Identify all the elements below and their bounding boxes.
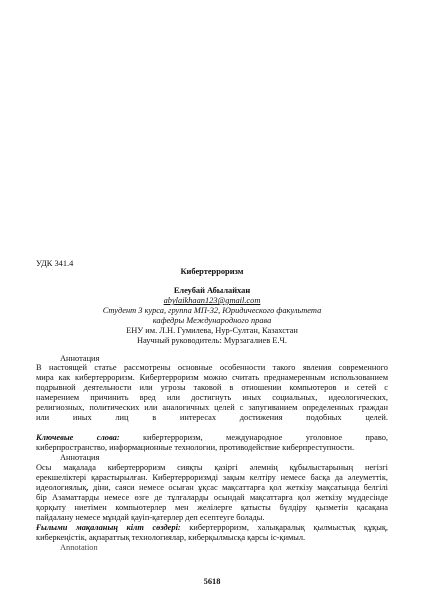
keywords-kz-line bbox=[36, 523, 388, 533]
keywords-kz-text: кибертерроризм, халықаралық қылмыстық құқық, bbox=[189, 523, 388, 532]
keywords-kz-label: Ғылыми мақаланың кілт сөздері: bbox=[36, 523, 181, 532]
article-title: Кибертерроризм bbox=[180, 267, 244, 276]
keywords-ru-text: кибертерроризм, международное уголовное право, bbox=[142, 433, 388, 442]
author-name: Елеубай Абылайхан bbox=[173, 286, 251, 295]
abstract-kz-line: қорқыту ниетімен компьютерлер мен желілерге қатысты бүлдіру қызметін қасақана bbox=[36, 503, 388, 512]
abstract-heading-en: Annotation bbox=[60, 543, 98, 552]
abstract-ru-line: мира как кибертерроризм. Кибертерроризм можно считать преднамеренным использованием bbox=[36, 373, 388, 382]
abstract-ru-line: подрывной деятельности или угрозы таковой в отношении компьютеров и сетей с bbox=[36, 383, 388, 392]
abstract-kz-line: бір Азаматтарды немесе өзге де тұлғаларды осындай мақсаттарға қол жеткізу мүддесінде bbox=[36, 493, 388, 502]
abstract-ru-line: религиозных, политических или аналогичных целей с запугиванием определенных граждан bbox=[36, 403, 388, 412]
keywords-ru-label: Ключевые слова: bbox=[36, 433, 120, 442]
abstract-kz-line: пайдалану немесе мұндай қауіп-қатерлер деп есептеуге болады. bbox=[36, 513, 265, 522]
udc-code: УДК 341.4 bbox=[36, 259, 74, 268]
author-university: ЕНУ им. Л.Н. Гумилева, Нур-Султан, Казахстан bbox=[126, 326, 298, 335]
author-affiliation-1: Студент 3 курса, группа МП-32, Юридического факультета bbox=[102, 306, 322, 315]
keywords-ru-line: киберпространство, информационные технологии, противодействие киберпреступности. bbox=[36, 443, 355, 452]
author-affiliation-2: кафедры Международного права bbox=[152, 316, 272, 325]
abstract-heading-kz: Аннотация bbox=[60, 453, 100, 462]
author-supervisor: Научный руководитель: Мурзагалиев Е.Ч. bbox=[136, 336, 288, 345]
keywords-kz-line: киберкеңістік, ақпараттық технологиялар, киберқылмысқа қарсы іс-қимыл. bbox=[36, 533, 306, 542]
page-number: 5618 bbox=[203, 577, 221, 586]
abstract-kz-line: идеологиялық, діни, саяси немесе осыған ұқсас мақсаттарға қол жеткізу мақсатында белгілі bbox=[36, 483, 388, 492]
abstract-kz-line: ерекшеліктері қарастырылған. Кибертерроризмді зақым келтіру немесе басқа да әлеуметтік, bbox=[36, 473, 388, 482]
abstract-ru-line: намерением причинить вред или достигнуть иных социальных, идеологических, bbox=[36, 393, 388, 402]
abstract-kz-line: Осы мақалада кибертерроризм сияқты қазіргі әлемнің құбылыстарының негізгі bbox=[36, 463, 388, 472]
abstract-ru-line: или иных лиц в интересах достижения подобных целей. bbox=[36, 413, 388, 422]
abstract-heading-ru: Аннотация bbox=[60, 354, 100, 363]
keywords-ru-line bbox=[36, 433, 388, 443]
abstract-ru-line: В настоящей статье рассмотрены основные особенности такого явления современного bbox=[36, 363, 388, 372]
author-email[interactable]: abylaikhaan123@gmail.com bbox=[163, 296, 261, 305]
